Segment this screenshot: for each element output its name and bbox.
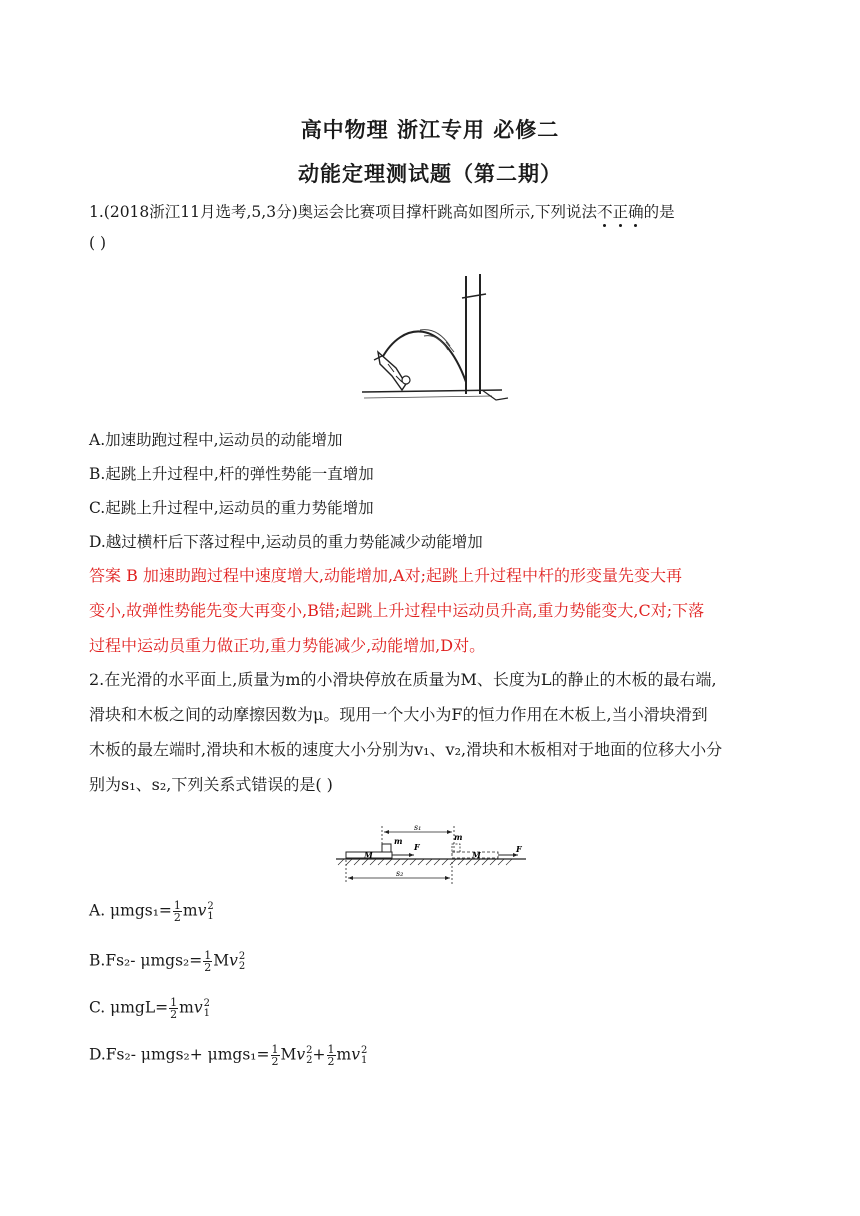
- fraction: $\frac{1}{2}$: [173, 899, 181, 924]
- q1-answer-line-2: 变小,故弹性势能先变大再变小,B错;起跳上升过程中运动员升高,重力势能变大,C对;下落: [89, 601, 705, 620]
- q2-stem-line-1: 2.在光滑的水平面上,质量为m的小滑块停放在质量为M、长度为L的静止的木板的最右端,: [89, 670, 717, 689]
- block-m-final-label: m: [454, 832, 463, 842]
- q1-option-c: C.起跳上升过程中,运动员的重力势能增加: [89, 499, 374, 517]
- emphasis-char: 确: [628, 200, 644, 222]
- q2-option-d: D.Fs₂- μmgs₂+ μmgs₁= $\frac{1}{2}$ Mv 2 2 + $\frac{1}{2}$ mv 2 1: [89, 1043, 368, 1068]
- q1-option-d: D.越过横杆后下落过程中,运动员的重力势能减少动能增加: [89, 533, 483, 551]
- title-line-2: 动能定理测试题（第二期）: [298, 162, 562, 186]
- block-m-label: m: [394, 836, 403, 846]
- q2-stem-line-3: 木板的最左端时,滑块和木板的速度大小分别为v₁、v₂,滑块和木板相对于地面的位移大小分: [89, 740, 723, 759]
- pole-vault-illustration: [362, 272, 514, 408]
- title-line-1: 高中物理 浙江专用 必修二: [300, 118, 560, 142]
- q1-option-b: B.起跳上升过程中,杆的弹性势能一直增加: [89, 465, 374, 483]
- force-F-label: F: [414, 842, 420, 852]
- q2-option-b: B.Fs₂- μmgs₂= $\frac{1}{2}$ Mv 2 2: [89, 949, 246, 974]
- s1-label: s₁: [414, 823, 422, 832]
- fraction: $\frac{1}{2}$: [170, 996, 178, 1021]
- emphasis-char: 不: [597, 200, 613, 222]
- board-block-diagram: [334, 822, 528, 886]
- s2-label: s₂: [396, 869, 404, 878]
- q1-stem: 1.(2018浙江11月选考,5,3分)奥运会比赛项目撑杆跳高如图所示,下列说法不正确的是: [89, 200, 675, 222]
- q1-option-a: A.加速助跑过程中,运动员的动能增加: [89, 431, 343, 449]
- q2-stem-line-2: 滑块和木板之间的动摩擦因数为μ。现用一个大小为F的恒力作用在木板上,当小滑块滑到: [89, 705, 708, 724]
- q2-option-c: C. μmgL= $\frac{1}{2}$ mv 2 1: [89, 996, 210, 1021]
- q1-answer-line-3: 过程中运动员重力做正功,重力势能减少,动能增加,D对。: [89, 636, 486, 655]
- q2-stem-line-4: 别为s₁、s₂,下列关系式错误的是( ): [89, 775, 333, 794]
- board-M-label: M: [364, 850, 373, 860]
- force-F-final-label: F: [516, 844, 522, 854]
- q1-blank: ( ): [89, 234, 107, 252]
- fraction: $\frac{1}{2}$: [271, 1043, 279, 1068]
- fraction: $\frac{1}{2}$: [204, 949, 212, 974]
- q1-answer-line-1: 答案 B 加速助跑过程中速度增大,动能增加,A对;起跳上升过程中杆的形变量先变大再: [89, 566, 683, 585]
- fraction: $\frac{1}{2}$: [327, 1043, 335, 1068]
- q2-option-a: A. μmgs₁= $\frac{1}{2}$ mv 2 1: [89, 899, 214, 924]
- emphasis-char: 正: [613, 200, 629, 222]
- board-M-final-label: M: [472, 850, 481, 860]
